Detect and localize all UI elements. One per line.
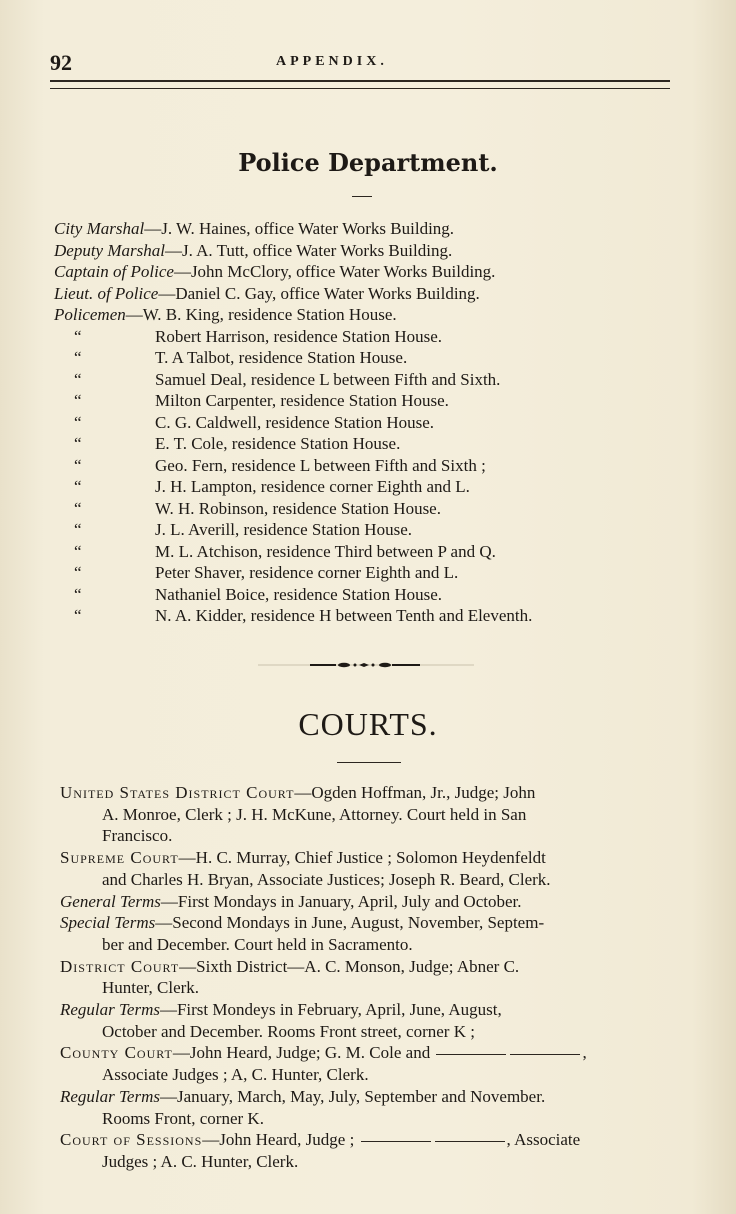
officer-text: Robert Harrison, residence Station House.: [155, 326, 443, 346]
officer-entry: [54, 605, 674, 627]
entry-role: Policemen: [54, 305, 126, 324]
court-paragraph: [60, 891, 684, 913]
officer-text: Nathaniel Boice, residence Station House.: [155, 584, 443, 604]
court-paragraph: [60, 1086, 684, 1129]
court-first-line: [60, 1086, 684, 1108]
officer-entry: [54, 455, 674, 477]
court-text: —John Heard, Judge; G. M. Cole and: [172, 1043, 431, 1063]
court-continuation: Francisco.: [102, 826, 173, 846]
court-text: —January, March, May, July, September and November.: [159, 1086, 546, 1106]
blank-line: [436, 1054, 506, 1055]
blank-line: [435, 1141, 505, 1142]
page-header: [50, 50, 670, 80]
court-text: —First Mondeys in February, April, June, August,: [159, 1000, 502, 1020]
ditto-mark: “: [74, 434, 82, 453]
court-continuation: and Charles H. Bryan, Associate Justices; Joseph R. Beard, Clerk.: [102, 869, 551, 889]
officer-entry: [54, 412, 674, 434]
police-roster: [54, 218, 674, 627]
court-text: —First Mondays in January, April, July and October.: [160, 891, 522, 911]
court-paragraph: [60, 956, 684, 999]
court-continuation: October and December. Rooms Front street, corner K ;: [102, 1021, 475, 1041]
court-paragraph: [60, 912, 684, 955]
officer-text: W. H. Robinson, residence Station House.: [155, 498, 441, 518]
entry-text: —W. B. King, residence Station House.: [125, 305, 397, 324]
court-continuation: Judges ; A. C. Hunter, Clerk.: [102, 1151, 299, 1171]
court-continuation: A. Monroe, Clerk ; J. H. McKune, Attorney. Court held in San: [102, 804, 527, 824]
running-head: APPENDIX.: [276, 54, 388, 69]
blank-line: [361, 1141, 431, 1142]
courts-title: COURTS.: [298, 706, 438, 742]
court-lead: United States District Court: [60, 783, 295, 802]
officer-entry: [54, 326, 674, 348]
court-lead: Special Terms: [60, 913, 156, 933]
court-lead: General Terms: [60, 891, 161, 911]
section-ornament: [258, 660, 474, 670]
roster-entry: [54, 240, 674, 262]
officer-text: T. A Talbot, residence Station House.: [155, 348, 408, 367]
roster-entry: [54, 218, 674, 240]
roster-entry: [54, 261, 674, 283]
ditto-mark: “: [74, 369, 82, 389]
court-paragraph: [60, 1042, 684, 1085]
officer-text: J. L. Averill, residence Station House.: [155, 520, 412, 539]
court-lead: District Court: [60, 956, 180, 976]
court-lead: County Court: [60, 1043, 173, 1063]
court-first-line: [60, 782, 684, 804]
court-paragraph: [60, 847, 684, 890]
court-lead: Regular Terms: [60, 1086, 160, 1106]
court-paragraph: [60, 782, 684, 847]
officer-text: E. T. Cole, residence Station House.: [155, 434, 401, 453]
officer-text: Geo. Fern, residence L between Fifth and Sixth ;: [155, 455, 486, 475]
court-first-line: [60, 1129, 684, 1151]
courts-title-rule: [337, 762, 401, 763]
title-short-rule: [352, 196, 372, 197]
entry-role: City Marshal: [54, 219, 145, 238]
officer-text: J. H. Lampton, residence corner Eighth and L.: [155, 477, 470, 496]
court-first-line: [60, 847, 684, 869]
court-paragraph: [60, 1129, 684, 1172]
entry-role: Lieut. of Police: [54, 283, 159, 303]
ditto-mark: “: [74, 584, 82, 604]
court-continuation: ber and December. Court held in Sacramento.: [102, 934, 413, 954]
officer-entry: [54, 476, 674, 498]
court-lead: Court of Sessions: [60, 1130, 203, 1150]
court-lead: Regular Terms: [60, 1000, 160, 1020]
officer-entry: [54, 498, 674, 520]
officer-entry: [54, 433, 674, 455]
officer-entry: [54, 519, 674, 541]
courts-listing: [60, 782, 684, 1173]
court-first-line: [60, 956, 684, 978]
court-first-line: [60, 891, 684, 913]
ditto-mark: “: [74, 455, 82, 475]
officer-text: N. A. Kidder, residence H between Tenth and Eleventh.: [155, 606, 533, 625]
roster-entry: [54, 304, 674, 326]
officer-entry: [54, 541, 674, 563]
ditto-mark: “: [74, 412, 82, 432]
court-first-line: [60, 912, 684, 934]
court-text: —H. C. Murray, Chief Justice ; Solomon Heydenfeldt: [178, 848, 546, 868]
page-number: 92: [50, 50, 72, 75]
officer-entry: [54, 584, 674, 606]
court-first-line: [60, 999, 684, 1021]
officer-text: Peter Shaver, residence corner Eighth and L.: [155, 563, 459, 582]
court-text: —Ogden Hoffman, Jr., Judge; John: [294, 783, 536, 802]
court-continuation: Associate Judges ; A, C. Hunter, Clerk.: [102, 1065, 369, 1085]
officer-text: Samuel Deal, residence L between Fifth and Sixth.: [155, 369, 501, 389]
court-text: —Second Mondays in June, August, November, Septem-: [155, 913, 545, 933]
court-tail: ,: [582, 1043, 587, 1063]
header-double-rule: [50, 80, 670, 89]
officer-entry: [54, 562, 674, 584]
entry-text: —J. W. Haines, office Water Works Building.: [144, 219, 455, 238]
entry-role: Deputy Marshal: [54, 240, 165, 260]
entry-text: —John McClory, office Water Works Building.: [173, 262, 496, 281]
ditto-mark: “: [74, 541, 82, 561]
court-text: —Sixth District—A. C. Monson, Judge; Abner C.: [179, 956, 520, 976]
court-text: —John Heard, Judge ;: [202, 1130, 355, 1150]
ditto-mark: “: [74, 391, 82, 410]
officer-entry: [54, 369, 674, 391]
ditto-mark: “: [74, 326, 82, 346]
court-tail: , Associate: [506, 1130, 581, 1150]
court-continuation: Hunter, Clerk.: [102, 978, 200, 998]
officer-entry: [54, 390, 674, 412]
officer-text: C. G. Caldwell, residence Station House.: [155, 412, 435, 432]
officer-text: M. L. Atchison, residence Third between P and Q.: [155, 541, 496, 561]
police-department-title: Police Department.: [238, 148, 498, 177]
ditto-mark: “: [74, 498, 82, 518]
ditto-mark: “: [74, 348, 82, 367]
entry-text: —J. A. Tutt, office Water Works Building.: [164, 240, 453, 260]
entry-text: —Daniel C. Gay, office Water Works Building.: [158, 283, 480, 303]
officer-text: Milton Carpenter, residence Station House.: [155, 391, 449, 410]
ditto-mark: “: [74, 606, 82, 625]
officer-entry: [54, 347, 674, 369]
roster-entry: [54, 283, 674, 305]
blank-line: [510, 1054, 580, 1055]
court-paragraph: [60, 999, 684, 1042]
ditto-mark: “: [74, 520, 82, 539]
ditto-mark: “: [74, 563, 82, 582]
court-continuation: Rooms Front, corner K.: [102, 1108, 264, 1128]
ditto-mark: “: [74, 477, 82, 496]
court-first-line: [60, 1042, 684, 1064]
entry-role: Captain of Police: [54, 262, 174, 281]
court-lead: Supreme Court: [60, 848, 179, 868]
